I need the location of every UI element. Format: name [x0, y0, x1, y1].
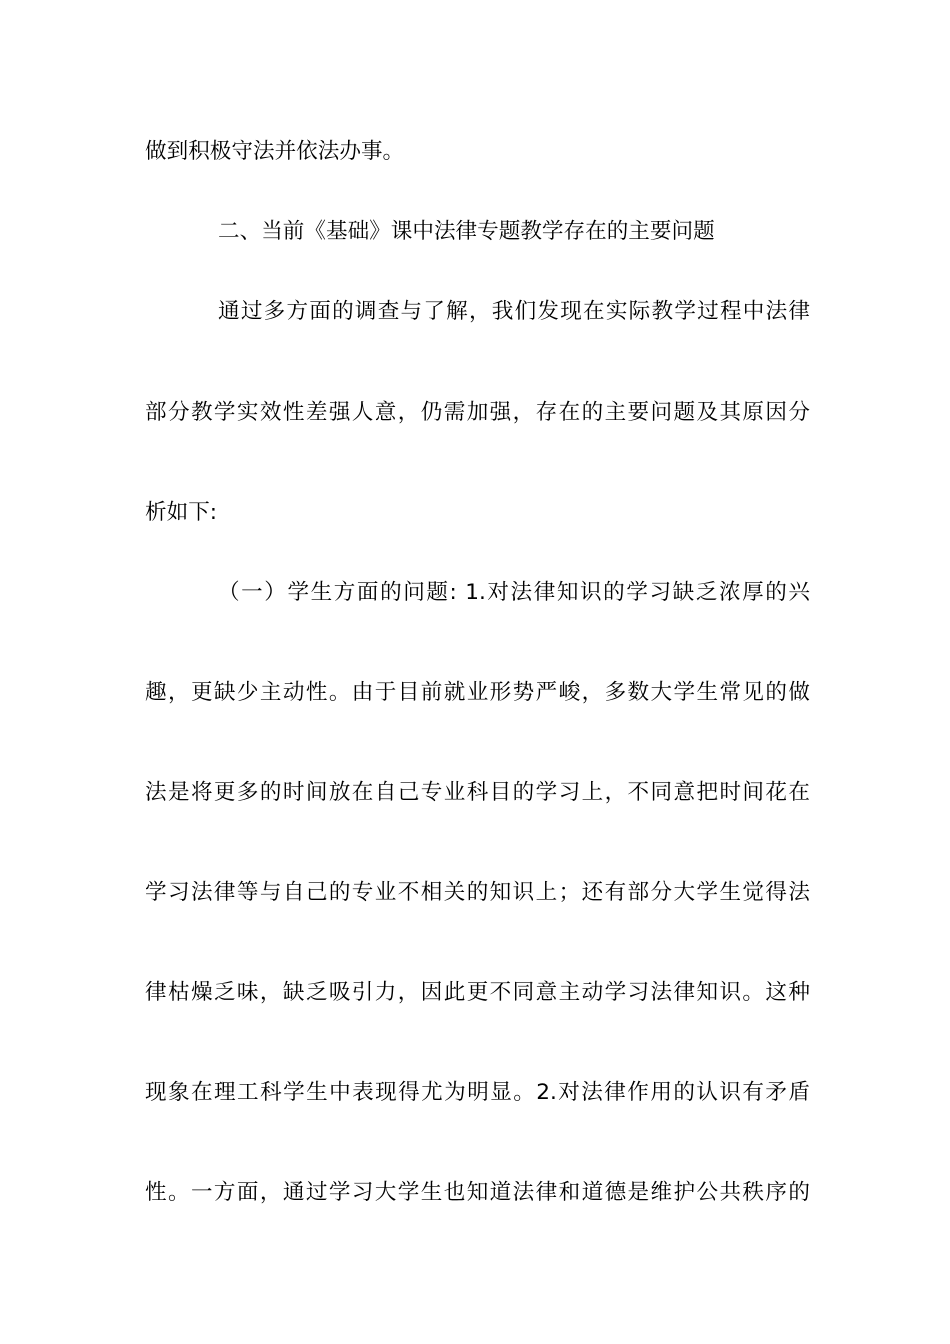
section-heading: 二、当前《基础》课中法律专题教学存在的主要问题 — [218, 219, 715, 244]
paragraph-line: 学习法律等与自己的专业不相关的知识上；还有部分大学生觉得法 — [145, 880, 810, 905]
paragraph-line: 法是将更多的时间放在自己专业科目的学习上，不同意把时间花在 — [145, 780, 810, 805]
paragraph-line: 部分教学实效性差强人意，仍需加强，存在的主要问题及其原因分 — [145, 400, 810, 425]
paragraph-line: 析如下: — [145, 500, 218, 525]
paragraph-line: 律枯燥乏味，缺乏吸引力，因此更不同意主动学习法律知识。这种 — [145, 980, 810, 1005]
paragraph-line: 通过多方面的调查与了解，我们发现在实际教学过程中法律 — [218, 299, 810, 324]
paragraph-line: 趣，更缺少主动性。由于目前就业形势严峻，多数大学生常见的做 — [145, 680, 810, 705]
paragraph-line: 现象在理工科学生中表现得尤为明显。2.对法律作用的认识有矛盾 — [145, 1080, 810, 1105]
paragraph-line: 性。一方面，通过学习大学生也知道法律和道德是维护公共秩序的 — [145, 1180, 810, 1205]
subsection-line: （一）学生方面的问题: 1.对法律知识的学习缺乏浓厚的兴 — [218, 580, 810, 605]
paragraph-line: 做到积极守法并依法办事。 — [145, 139, 405, 164]
